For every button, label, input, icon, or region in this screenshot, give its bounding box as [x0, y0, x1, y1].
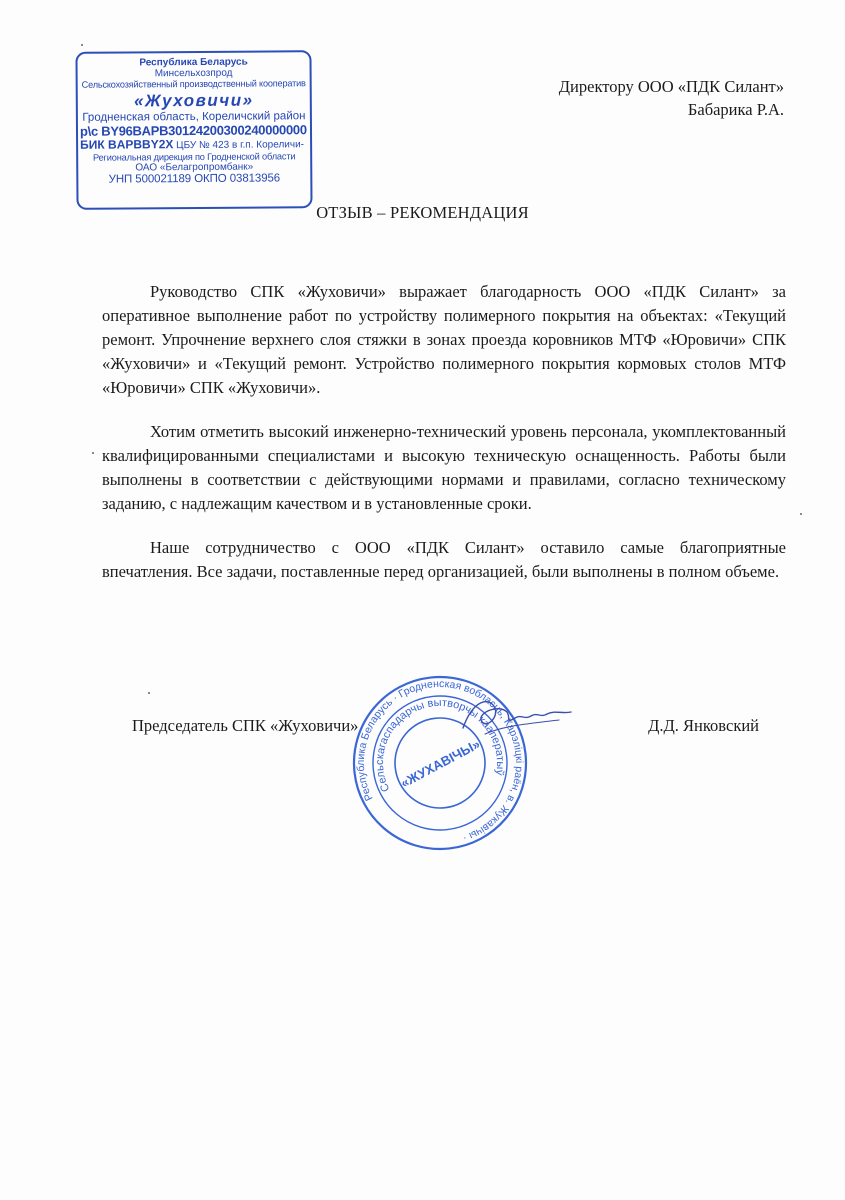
- stamp-region: Гродненская область, Кореличский район: [82, 109, 306, 124]
- seal-outer-text-path: Республика Беларусь · Гродненская вобласць, Карэліцкі раён, в. Жукавічы ·: [354, 677, 526, 845]
- stamp-bik: [78, 137, 310, 152]
- paragraph-3: Наше сотрудничество с ООО «ПДК Силант» оставило самые благоприятные впечатления. Все задачи, поставленные перед организацией, были выполнены в полном объеме.: [102, 538, 786, 581]
- document-title: ОТЗЫВ – РЕКОМЕНДАЦИЯ: [316, 203, 529, 222]
- stamp-account: р\с BY96BAPB30124200300240000000: [79, 121, 307, 139]
- scan-speck: [81, 44, 83, 46]
- signatory-position: Председатель СПК «Жуховичи»: [132, 716, 359, 735]
- stamp-cooperative-type: Сельскохозяйственный производственный кооператив: [81, 78, 306, 91]
- seal-center-text: «ЖУХАВІЧЫ»: [398, 736, 483, 791]
- addressee-line-2: Бабарика Р.А.: [687, 100, 784, 119]
- stamp-bank: ОАО «Белагропромбанк»: [135, 161, 254, 174]
- handwritten-signature: [455, 690, 575, 740]
- scan-speck: [148, 692, 150, 694]
- signatory-name: Д.Д. Янковский: [648, 716, 759, 735]
- seal-inner-text-path: Сельскагаспадарчы вытворчы кааператыў: [373, 696, 507, 794]
- stamp-directorate: Региональная дирекция по Гродненской области: [92, 150, 296, 163]
- scan-speck: [92, 452, 94, 454]
- paragraph-2: Хотим отметить высокий инженерно-технический уровень персонала, укомплектованный квалифицированными специалистами и высокую техническую оснащенность. Работы были выполнены в соответствии с действующими нормами и правилами, согласно техническому заданию, с надлежащим качеством и в установленные сроки.: [102, 422, 786, 513]
- paragraph-1: Руководство СПК «Жуховичи» выражает благодарность ООО «ПДК Силант» за оперативное выполнение работ по устройству полимерного покрытия на объектах: «Текущий ремонт. Упрочнение верхнего слоя стяжки в зонах проезда коровников МТФ «Юровичи» СПК «Жуховичи» и «Текущий ремонт. Устройство полимерного покрытия кормовых столов МТФ «Юровичи» СПК «Жуховичи».: [102, 282, 786, 397]
- stamp-bik-label: БИК BAPBBY2X: [80, 137, 174, 152]
- stamp-name: «Жуховичи»: [133, 90, 254, 111]
- organization-stamp: [75, 50, 312, 210]
- stamp-bik-branch: ЦБУ № 423 в г.п. Кореличи-: [176, 139, 305, 152]
- addressee-line-1: Директору ООО «ПДК Силант»: [558, 77, 784, 96]
- addressee: [559, 75, 784, 121]
- stamp-country: Республика Беларусь: [139, 56, 248, 69]
- stamp-unp: УНП 500021189 ОКПО 03813956: [108, 172, 281, 186]
- scan-speck: [800, 513, 802, 515]
- letter-body: [102, 280, 786, 604]
- stamp-ministry: Минсельхозпрод: [154, 67, 233, 80]
